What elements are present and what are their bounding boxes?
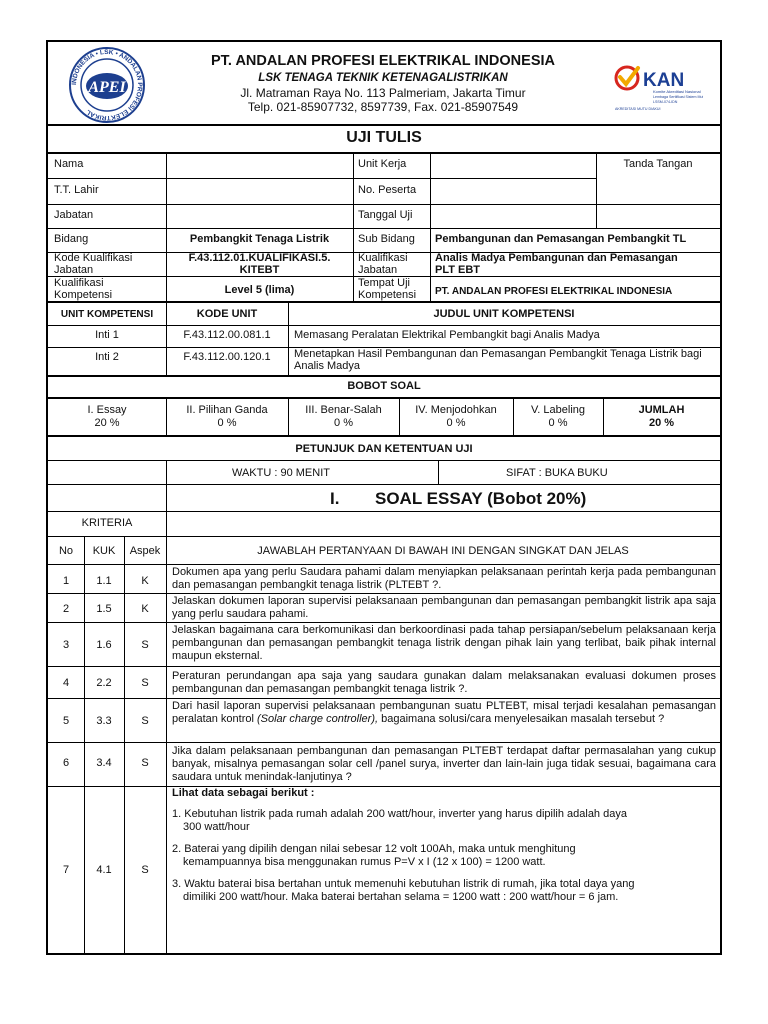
- q1-kuk: 1.1: [96, 575, 112, 587]
- value-bidang: Pembangkit Tenaga Listrik: [189, 233, 330, 245]
- label-jabatan: Jabatan: [54, 209, 94, 221]
- q2-aspek: K: [141, 603, 149, 615]
- units-header-unit: UNIT KOMPETENSI: [60, 309, 154, 320]
- lsk-name: LSK TENAGA TEKNIK KETENAGALISTRIKAN: [258, 72, 508, 84]
- svg-text:AKREDITASI MUTU DIAKUI: AKREDITASI MUTU DIAKUI: [615, 107, 661, 111]
- col-instruction: JAWABLAH PERTANYAAN DI BAWAH INI DENGAN SINGKAT DAN JELAS: [257, 545, 629, 557]
- unit-judul-1: Memasang Peralatan Elektrikal Pembangkit bagi Analis Madya: [294, 329, 600, 341]
- label-ttl: T.T. Lahir: [54, 184, 99, 196]
- kriteria-label: KRITERIA: [81, 517, 133, 529]
- bobot-essay: I. Essay 20 %: [87, 404, 127, 429]
- q3-aspek: S: [141, 639, 149, 651]
- unit-judul-2: Menetapkan Hasil Pembangunan dan Pemasangan Pembangkit Tenaga Listrik bagi Analis Madya: [294, 348, 702, 372]
- org-phone: Telp. 021-85907732, 8597739, Fax. 021-85907549: [247, 100, 519, 114]
- q6-no: 6: [62, 757, 70, 769]
- q1-no: 1: [62, 575, 70, 587]
- q6-kuk: 3.4: [96, 757, 112, 769]
- q2-kuk: 1.5: [96, 603, 112, 615]
- q7-kuk: 4.1: [96, 864, 112, 876]
- q7-point-3: 3. Waktu baterai bisa bertahan untuk memenuhi kebutuhan listrik di rumah, jika total daya yang dimiliki 200 watt/hour. Maka baterai bertahan selama = 1200 watt : 200 watt/hour = 6 jam.: [172, 878, 635, 903]
- q3-kuk: 1.6: [96, 639, 112, 651]
- svg-text:Komite Akreditasi Nasional: Komite Akreditasi Nasional: [653, 89, 701, 94]
- label-unit-kerja: Unit Kerja: [358, 158, 407, 170]
- col-aspek: Aspek: [129, 545, 161, 557]
- q6-aspek: S: [141, 757, 149, 769]
- q5-kuk: 3.3: [96, 715, 112, 727]
- bobot-labeling: V. Labeling 0 %: [530, 404, 586, 429]
- label-kualifikasi-jabatan: Kualifikasi Jabatan: [358, 252, 408, 276]
- apei-logo-text: APEI: [88, 79, 126, 96]
- bobot-title: BOBOT SOAL: [347, 380, 421, 392]
- q6-text: Jika dalam pelaksanaan pembangunan dan pemasangan PLTEBT terdapat daftar permasalahan yang cukup banyak, misalnya pemasangan solar cell /panel surya, inverter dan lain-lain juga tidak sesuai, bagaimana cara saudara untuk menindak-lanjutinya ?: [172, 745, 716, 783]
- label-no-peserta: No. Peserta: [358, 184, 417, 196]
- value-kode-kualifikasi: F.43.112.01.KUALIFIKASI.5. KITEBT: [188, 252, 331, 276]
- q7-point-2: 2. Baterai yang dipilih dengan nilai sebesar 12 volt 100Ah, maka untuk menghitung kemampuannya bisa menggunakan rumus P=V x I (12 x 100) = 1200 watt.: [172, 843, 576, 868]
- q2-text: Jelaskan dokumen laporan supervisi pelaksanaan pembangunan dan pemasangan pembangkit listrik apa saja yang perlu saudara pahami.: [172, 595, 716, 620]
- label-kode-kualifikasi: Kode Kualifikasi Jabatan: [54, 252, 133, 276]
- q3-text: Jelaskan bagaimana cara berkomunikasi dan berkoordinasi pada tahap persiapan/sebelum pelaksanaan kerja pembangunan dan pemasangan pembangkit tenaga listrik dengan pihak lain yang terlibat, baik pihak internal maupun eksternal.: [172, 624, 716, 662]
- label-kualifikasi-kompetensi: Kualifikasi Kompetensi: [54, 277, 113, 301]
- q1-text: Dokumen apa yang perlu Saudara pahami dalam menyiapkan pelaksanaan perintah kerja pada pembangunan dan pemasangan pembangkit tenaga listrik (PLTEBT ?.: [172, 566, 716, 591]
- q5-aspek: S: [141, 715, 149, 727]
- q7-point-1: 1. Kebutuhan listrik pada rumah adalah 200 watt/hour, inverter yang harus dipilih adalah daya 300 watt/hour: [172, 808, 627, 833]
- essay-number: I.: [330, 489, 340, 508]
- q1-aspek: K: [141, 575, 149, 587]
- svg-text:LSSM-074-IDN: LSSM-074-IDN: [653, 100, 678, 104]
- unit-kode-2: F.43.112.00.120.1: [183, 351, 271, 363]
- label-nama: Nama: [54, 158, 84, 170]
- value-kualifikasi-kompetensi: Level 5 (lima): [224, 284, 295, 296]
- label-bidang: Bidang: [54, 233, 89, 245]
- units-header-kode: KODE UNIT: [196, 308, 258, 320]
- bobot-jumlah: JUMLAH 20 %: [638, 404, 685, 429]
- q7-lead: Lihat data sebagai berikut :: [172, 787, 315, 799]
- bobot-benar-salah: III. Benar-Salah 0 %: [305, 404, 382, 429]
- bobot-pilihan-ganda: II. Pilihan Ganda 0 %: [186, 404, 268, 429]
- value-sub-bidang: Pembangunan dan Pemasangan Pembangkit TL: [435, 233, 687, 245]
- label-tanda-tangan: Tanda Tangan: [623, 158, 693, 170]
- unit-label-1: Inti 1: [95, 329, 119, 341]
- essay-title: SOAL ESSAY (Bobot 20%): [375, 489, 587, 508]
- apei-ring-text: INDONESIA • LSK • ANDALAN PROFESI ELEKTRIKAL: [70, 48, 144, 122]
- q2-no: 2: [62, 603, 70, 615]
- q4-no: 4: [62, 677, 70, 689]
- unit-kode-1: F.43.112.00.081.1: [183, 329, 271, 341]
- label-sub-bidang: Sub Bidang: [358, 233, 415, 245]
- label-tempat-uji: Tempat Uji Kompetensi: [358, 277, 417, 301]
- svg-text:Lembaga Sertifikasi Sistem Mut: Lembaga Sertifikasi Sistem Mutu: [653, 95, 703, 99]
- q5-text: Dari hasil laporan supervisi pelaksanaan pembangunan suatu PLTEBT, misal terjadi kesalahan pemasangan peralatan kontrol (Solar charge controller), bagaimana solusi/cara menyelesaikan masalah tersebut ?: [172, 700, 716, 725]
- q3-no: 3: [62, 639, 70, 651]
- bobot-menjodohkan: IV. Menjodohkan 0 %: [415, 404, 497, 429]
- q4-kuk: 2.2: [96, 677, 112, 689]
- apei-logo: [66, 44, 148, 126]
- value-kualifikasi-jabatan: Analis Madya Pembangunan dan Pemasangan PLT EBT: [435, 252, 678, 276]
- col-no: No: [58, 545, 74, 557]
- doc-title: UJI TULIS: [346, 129, 422, 146]
- q4-aspek: S: [141, 677, 149, 689]
- org-address: Jl. Matraman Raya No. 113 Palmeriam, Jakarta Timur: [240, 86, 526, 100]
- col-kuk: KUK: [92, 545, 116, 557]
- kan-logo-text: KAN: [643, 70, 685, 91]
- unit-label-2: Inti 2: [95, 351, 119, 363]
- value-tempat-uji: PT. ANDALAN PROFESI ELEKTRIKAL INDONESIA: [435, 286, 673, 297]
- q7-aspek: S: [141, 864, 149, 876]
- sifat: SIFAT : BUKA BUKU: [506, 467, 608, 479]
- q7-no: 7: [62, 864, 70, 876]
- org-name: PT. ANDALAN PROFESI ELEKTRIKAL INDONESIA: [211, 53, 555, 69]
- kan-logo: [613, 62, 703, 116]
- waktu: WAKTU : 90 MENIT: [232, 467, 330, 479]
- q5-no: 5: [62, 715, 70, 727]
- exam-sheet: [46, 40, 722, 955]
- label-tanggal-uji: Tanggal Uji: [358, 209, 413, 221]
- q4-text: Peraturan perundangan apa saja yang saudara gunakan dalam melaksanakan evaluasi dokumen proses pembangunan dan pemasangan pembangkit tenaga listrik ?.: [172, 670, 716, 695]
- petunjuk-title: PETUNJUK DAN KETENTUAN UJI: [295, 443, 473, 455]
- units-header-judul: JUDUL UNIT KOMPETENSI: [433, 308, 575, 320]
